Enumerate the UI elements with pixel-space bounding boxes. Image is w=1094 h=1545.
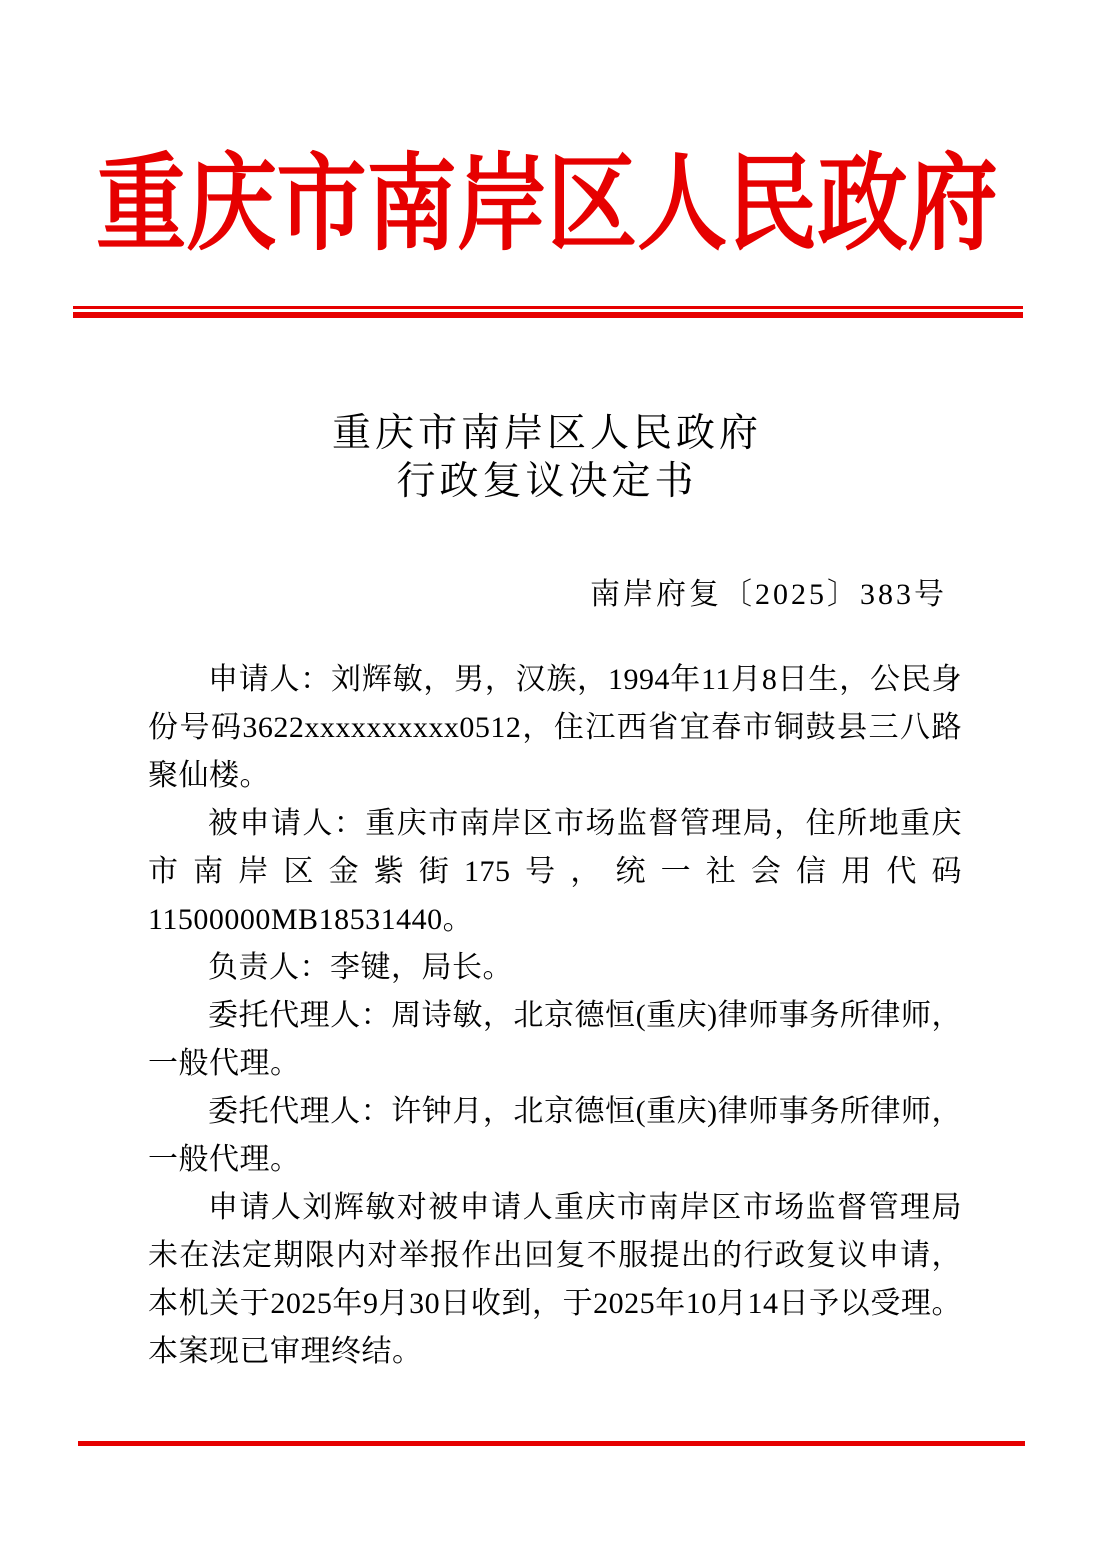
paragraph-director: 负责人：李键，局长。: [208, 951, 513, 984]
paragraph-applicant: 申请人：刘辉敏，男，汉族，1994年11月8日生，公民身份号码3622xxxxxxxxxx0512，住江西省宜春市铜鼓县三八路聚仙楼。: [148, 663, 962, 792]
paragraph-agent-2: 委托代理人：许钟月，北京德恒(重庆)律师事务所律师，一般代理。: [148, 1095, 962, 1176]
document-title: [0, 410, 1094, 506]
paragraph-agent-1: 委托代理人：周诗敏，北京德恒(重庆)律师事务所律师，一般代理。: [148, 999, 962, 1080]
footer-divider: [78, 1441, 1025, 1446]
document-title-line1: 重庆市南岸区人民政府: [331, 412, 762, 455]
agency-masthead: 重庆市南岸区人民政府: [96, 146, 998, 263]
document-number: 南岸府复〔2025〕383号: [590, 578, 947, 611]
header-divider: [73, 306, 1023, 318]
header-divider-thick-line: [73, 312, 1023, 318]
paragraph-case-summary: 申请人刘辉敏对被申请人重庆市南岸区市场监督管理局未在法定期限内对举报作出回复不服提出的行政复议申请，本机关于2025年9月30日收到，于2025年10月14日予以受理。本案现已审理终结。: [148, 1191, 962, 1368]
document-body: [148, 656, 962, 1376]
paragraph-respondent: 被申请人：重庆市南岸区市场监督管理局，住所地重庆市南岸区金紫街175号，统一社会信用代码11500000MB18531440。: [148, 807, 962, 936]
document-title-line2: 行政复议决定书: [396, 460, 698, 503]
